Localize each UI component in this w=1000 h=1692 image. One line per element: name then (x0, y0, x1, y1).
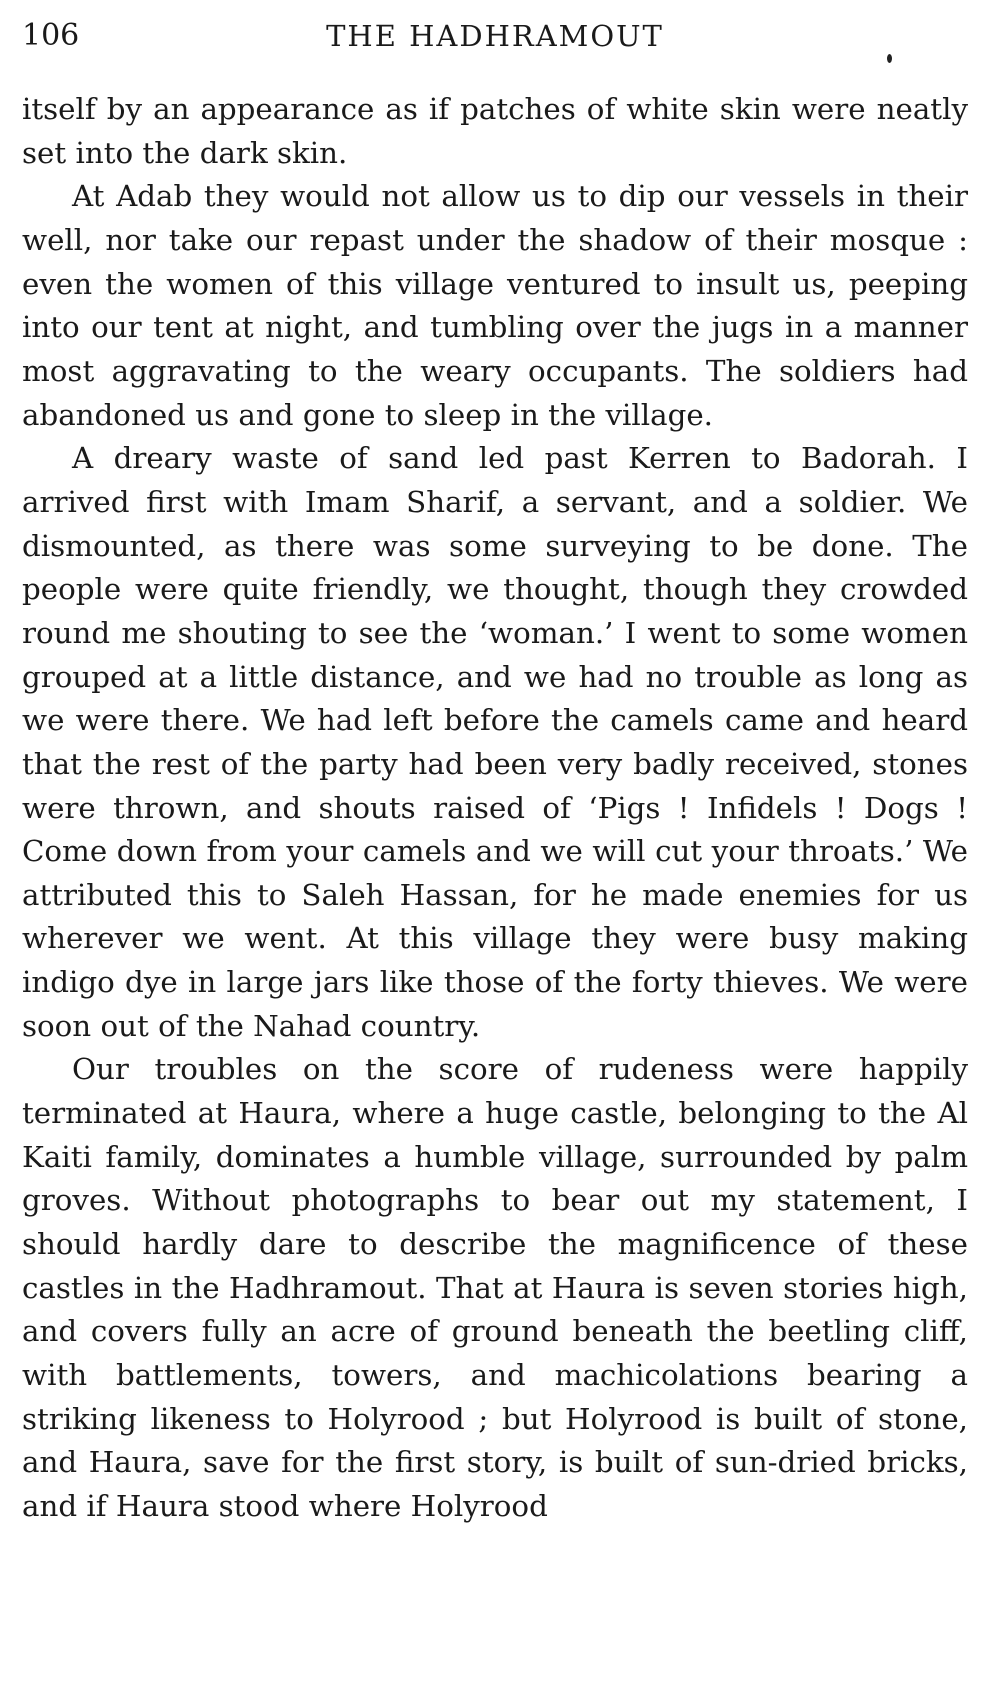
paragraph-2: At Adab they would not allow us to dip our vessels in their well, nor take our repast under the shadow of their mosque : even the women of this village ventured to insult us, peeping into our tent at night, and tumbling over the jugs in a manner most aggravating to the weary occupants. The soldiers had abandoned us and gone to sleep in the village. (22, 179, 968, 432)
ink-speck (887, 54, 892, 63)
page-number: 106 (22, 18, 80, 53)
paragraph-1: itself by an appearance as if patches of white skin were neatly set into the dark skin. (22, 92, 968, 170)
running-head (22, 16, 968, 66)
running-title: THE HADHRAMOUT (326, 19, 664, 53)
body-text (22, 88, 968, 1529)
paragraph-4: Our troubles on the score of rudeness were happily terminated at Haura, where a huge castle, belonging to the Al Kaiti family, dominates a humble village, surrounded by palm groves. Without photographs to bear out my statement, I should hardly dare to describe the magnificence of these castles in the Hadhramout. That at Haura is seven stories high, and covers fully an acre of ground beneath the beetling cliff, with battlements, towers, and machicolations bearing a striking likeness to Holyrood ; but Holyrood is built of stone, and Haura, save for the first story, is built of sun-dried bricks, and if Haura stood where Holyrood (22, 1052, 968, 1523)
paragraph-3: A dreary waste of sand led past Kerren to Badorah. I arrived first with Imam Sharif, a servant, and a soldier. We dismounted, as there was some surveying to be done. The people were quite friendly, we thought, though they crowded round me shouting to see the ‘woman.’ I went to some women grouped at a little distance, and we had no trouble as long as we were there. We had left before the camels came and heard that the rest of the party had been very badly received, stones were thrown, and shouts raised of ‘Pigs ! Infidels ! Dogs ! Come down from your camels and we will cut your throats.’ We attributed this to Saleh Hassan, for he made enemies for us wherever we went. At this village they were busy making indigo dye in large jars like those of the forty thieves. We were soon out of the Nahad country. (22, 441, 968, 1043)
